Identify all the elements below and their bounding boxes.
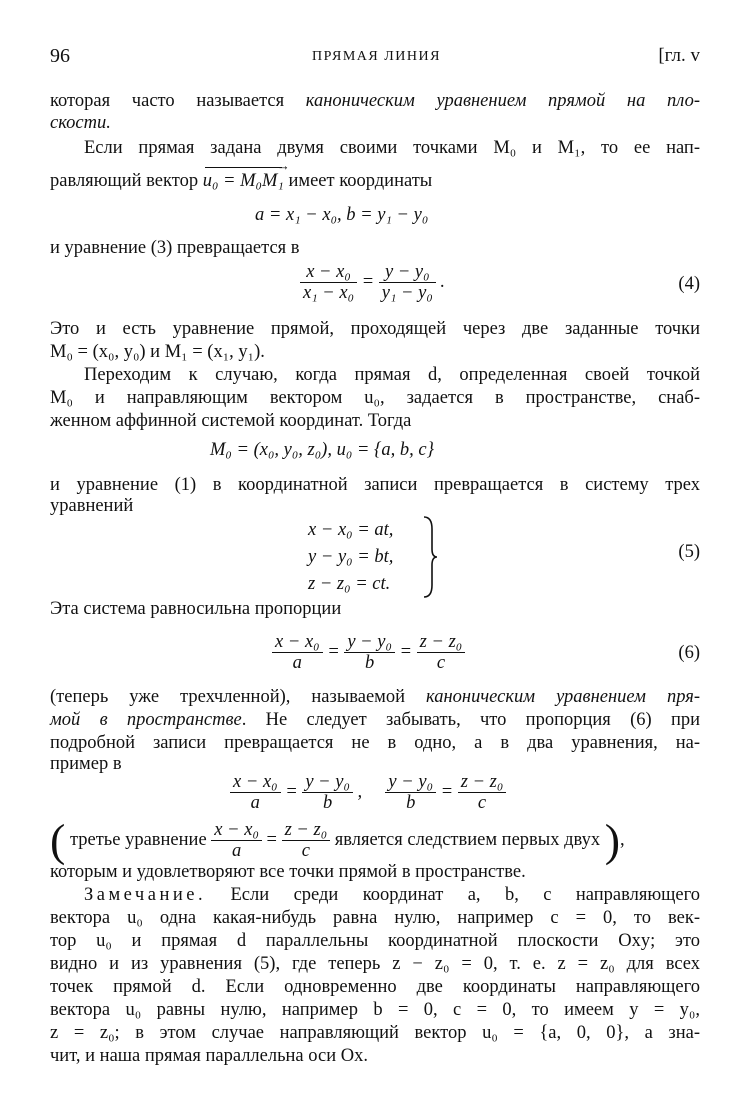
chapter-label: [гл. v	[658, 45, 700, 66]
text-line: видно и из уравнения (5), где теперь z − z₀ = 0, т. е. z = z₀ для всех	[50, 954, 700, 974]
text-line: женном аффинной системой координат. Тогда	[50, 411, 412, 431]
text-line: Замечание. Если среди координат a, b, c направляющего	[84, 885, 700, 905]
text-line: M₀ и направляющим вектором u₀, задается в пространстве, снаб-	[50, 388, 700, 408]
running-title: ПРЯМАЯ ЛИНИЯ	[312, 49, 441, 64]
equation-pair: $\frac{\text{x − x₀}}{a}$ = $\frac{\text{y − y₀}}{b}$ , $\frac{\text{y − y₀}}{b}$ = $\frac{\text{z − z₀}}{c}$	[230, 772, 506, 813]
text-line: и уравнение (1) в координатной записи превращается в систему трех	[50, 475, 700, 495]
text-line: Если прямая задана двумя своими точками M₀ и M₁, то ее нап-	[84, 138, 700, 158]
equation-label-6: (6)	[678, 643, 700, 663]
text-line: подробной записи превращается не в одно, а в два уравнения, на-	[50, 733, 700, 753]
right-brace-icon	[422, 515, 438, 599]
remark-label: Замечание.	[84, 885, 207, 905]
text-line: M₀ = (x₀, y₀) и M₁ = (x₁, y₁).	[50, 342, 265, 362]
text-line: Переходим к случаю, когда прямая d, определенная своей точкой	[84, 365, 700, 385]
equation-coordinates: a = x₁ − x₀, b = y₁ − y₀	[255, 205, 429, 225]
remark-third-equation: ( третье уравнение $\frac{\text{x − x₀}}{a}$ = $\frac{\text{z − z₀}}{c}$ является следствием первых двух ),	[50, 814, 625, 866]
text-line: мой в пространстве. Не следует забывать, что пропорция (6) при	[50, 710, 700, 730]
text-line: которым и удовлетворяют все точки прямой в пространстве.	[50, 862, 526, 882]
text-line: точек прямой d. Если одновременно две координаты направляющего	[50, 977, 700, 997]
text-line: равляющий вектор → u₀ = M₀M₁ имеет координаты	[50, 170, 700, 192]
text-line: которая часто называется каноническим уравнением прямой на пло-	[50, 91, 700, 111]
equation-6: $\frac{\text{x − x₀}}{a}$ = $\frac{\text{y − y₀}}{b}$ = $\frac{\text{z − z₀}}{c}$	[272, 632, 465, 673]
equation-system-5: x − x₀ = at, y − y₀ = bt, z − z₀ = ct.	[308, 520, 394, 594]
text-line: и уравнение (3) превращается в	[50, 238, 300, 258]
equation-label-5: (5)	[678, 542, 700, 562]
equation-4: $\frac{\text{x − x₀}}{\text{x₁ − x₀}}$ = $\frac{\text{y − y₀}}{\text{y₁ − y₀}}$ .	[300, 262, 445, 303]
text-line: тор u₀ и прямая d параллельны координатной плоскости Oxy; это	[50, 931, 700, 951]
equation-m0-u0: M₀ = (x₀, y₀, z₀), u₀ = {a, b, c}	[210, 440, 434, 460]
text-line: Эта система равносильна пропорции	[50, 599, 342, 619]
term-canonical-space: каноническим уравнением пря-	[426, 687, 700, 707]
text-line: вектора u₀ одна какая-нибудь равна нулю, например c = 0, то век-	[50, 908, 700, 928]
text-line: Это и есть уравнение прямой, проходящей через две заданные точки	[50, 319, 700, 339]
term-canonical-plane: каноническим уравнением прямой на пло-	[305, 91, 700, 111]
text-line: пример в	[50, 754, 122, 774]
text-line: чит, и наша прямая параллельна оси Ox.	[50, 1046, 368, 1066]
text-line: вектора u₀ равны нулю, например b = 0, c = 0, то имеем y = y₀,	[50, 1000, 700, 1020]
vector-m0m1: → u₀ = M₀M₁	[203, 171, 284, 191]
page-header	[50, 45, 700, 71]
text-line: скости.	[50, 113, 111, 133]
page-number: 96	[50, 45, 70, 67]
text-line: z = z₀; в этом случае направляющий вектор u₀ = {a, 0, 0}, а зна-	[50, 1023, 700, 1043]
equation-label-4: (4)	[678, 274, 700, 294]
text-line: уравнений	[50, 496, 134, 516]
text-line: (теперь уже трехчленной), называемой каноническим уравнением пря-	[50, 687, 700, 707]
